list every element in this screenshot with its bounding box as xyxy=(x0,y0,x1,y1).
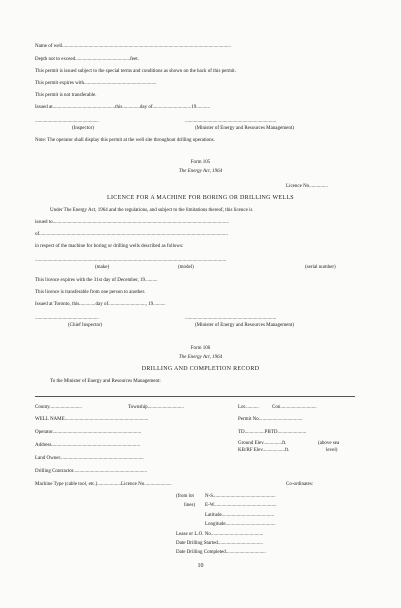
issued-at-line: Issued at..................................................this..............day of...............................19........... xyxy=(35,105,210,110)
form-106-act: The Energy Act, 1964 xyxy=(178,355,223,360)
date-completed-field: Date Drilling Completed................................ xyxy=(176,550,266,555)
lease-field: Lease or L.O. No.......................................... xyxy=(176,532,264,537)
minister-caption-105: (Minister of Energy and Resources Management) xyxy=(195,323,294,328)
form-105-heading: Form 105 xyxy=(190,160,211,165)
con-field: Con............................. xyxy=(272,405,317,410)
operator-field: Operator....................................................................... xyxy=(35,430,142,435)
issued-toronto-line: Issued at Toronto, this.............day of.............................., 19.......... xyxy=(35,302,166,307)
licence-transferable-line: This licence is transferable from one person to another. xyxy=(35,290,146,295)
form-105-title: LICENCE FOR A MACHINE FOR BORING OR DRILLING WELLS xyxy=(107,195,294,201)
licence-no-line: Licence No............... xyxy=(286,184,328,189)
date-started-field: Date Drilling Started.................................... xyxy=(176,541,263,546)
td-pbtd-field: TD................PBTD....................... xyxy=(238,430,307,435)
minister-signature-dots-105: ......................................................................... xyxy=(185,316,277,321)
machine-type-field: Machine Type (cable tool, etc.)...................Licence No...................... xyxy=(35,482,172,487)
issued-to-line: issued to............................................................................................................................................. xyxy=(35,220,229,225)
form-105-act: The Energy Act, 1964 xyxy=(178,169,223,174)
level-label: level) xyxy=(326,448,338,453)
coordinates-label: Co-ordinates: xyxy=(286,482,314,487)
respect-line: in respect of the machine for boring or drilling wells described as follows: xyxy=(35,244,184,249)
make-caption: (make) xyxy=(95,265,110,270)
to-minister-line: To the Minister of Energy and Resources Management: xyxy=(50,379,161,384)
lot-field: Lot........... xyxy=(238,405,259,410)
permit-no-field: Permit No................................... xyxy=(238,417,303,422)
ns-field: N-S.................................................. xyxy=(205,494,276,499)
latitude-field: Latitude.......................................... xyxy=(205,513,275,518)
form-106-top-rule xyxy=(35,396,355,397)
permit-expires-line: This permit expires with.......................................................... xyxy=(35,81,157,86)
above-sea-label: (above sea xyxy=(318,441,340,446)
conditions-line: This permit is issued subject to the special terms and conditions as shown on the back of this permit. xyxy=(35,69,236,74)
of-line: of....................................................................................................................................................... xyxy=(35,232,228,237)
inspector-caption: (Inspector) xyxy=(72,126,94,131)
longitude-field: Longitude........................................ xyxy=(205,522,276,527)
address-field: Address....................................................................... xyxy=(35,443,141,448)
lines-label: lines) xyxy=(184,503,196,508)
under-act-line: Under The Energy Act, 1964 and the regulations, and subject to the limitations thereof, this licence is xyxy=(50,208,253,213)
serial-caption: (serial number) xyxy=(305,265,336,270)
kb-elev-field: KB/RF Elev..................ft. xyxy=(238,448,290,453)
chief-inspector-caption: (Chief Inspector) xyxy=(68,323,103,328)
depth-line: Depth not to exceed............................................feet. xyxy=(35,57,139,62)
machine-description-dots: ......................................................................................................................................................... xyxy=(35,258,227,263)
land-owner-field: Land Owner................................................................... xyxy=(35,456,144,461)
township-field: Township............................. xyxy=(128,405,184,410)
permit-note: Note: The operator shall display this permit at the well site throughout drilling operations. xyxy=(35,138,215,143)
chief-inspector-signature-dots: ................................................... xyxy=(35,316,99,321)
not-transferable-line: This permit is not transferable. xyxy=(35,93,97,98)
licence-expires-line: This licence expires with the 31st day of December, 19.......... xyxy=(35,278,158,283)
name-of-well-line: Name of well....................................................................................................................................... xyxy=(35,44,231,49)
minister-signature-dots: ......................................................................... xyxy=(185,119,277,124)
drilling-contractor-field: Drilling Contractor........................................................... xyxy=(35,469,147,474)
ew-field: E-W.................................................. xyxy=(205,503,277,508)
inspector-signature-dots: ................................................... xyxy=(35,119,99,124)
page-number: 10 xyxy=(197,563,204,569)
model-caption: (model) xyxy=(178,265,194,270)
from-lot-label: (from lot xyxy=(176,494,194,499)
county-field: County.......................... xyxy=(35,405,82,410)
ground-elev-field: Ground Elev...............ft. xyxy=(238,441,287,446)
form-106-heading: Form 106 xyxy=(190,346,211,351)
minister-caption: (Minister of Energy and Resources Management) xyxy=(195,126,294,131)
well-name-field: WELL NAME................................................................... xyxy=(35,417,149,422)
form-106-title: DRILLING AND COMPLETION RECORD xyxy=(141,366,260,372)
